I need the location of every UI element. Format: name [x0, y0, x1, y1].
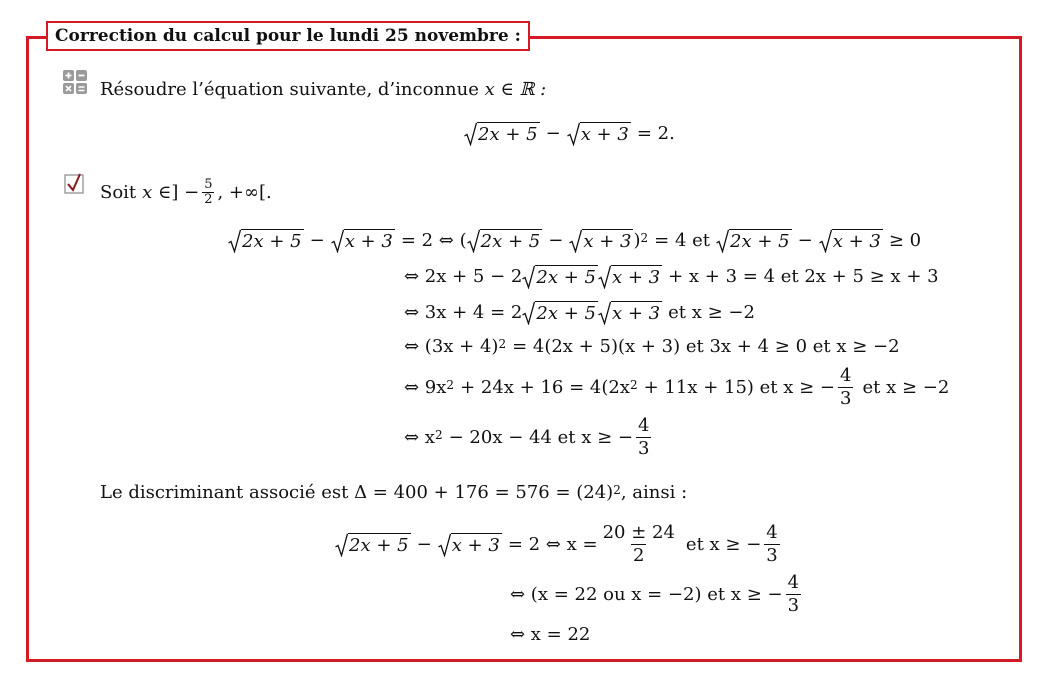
section-title: Correction du calcul pour le lundi 25 novembre : — [46, 21, 530, 51]
solution-line-6: ⇔ x $^2$ − 20x − 44 et x ≥ − $\frac{4}{3}$ — [404, 415, 650, 459]
solution-intro: Soit x ∈ ] − $\frac{5}{2}$ , +∞[. — [100, 177, 272, 207]
calculator-icon — [62, 69, 88, 95]
discriminant-line: Le discriminant associé est Δ = 400 + 176 = 576 = (24) $^2$ , ainsi : — [100, 482, 688, 503]
final-line-2: ⇔ (x = 22 ou x = −2) et x ≥ − $\frac{4}{3}$ — [510, 572, 800, 616]
solution-line-5: ⇔ 9x $^2$ + 24x + 16 = 4(2x $^2$ + 11x + 15) et x ≥ − $\frac{4}{3}$ et x ≥ −2 — [404, 365, 950, 409]
solution-line-2: ⇔ 2x + 5 − 2 2x + 5 x + 3 + x + 3 = 4 et 2x + 5 ≥ x + 3 — [404, 266, 939, 288]
solution-line-1: 2x + 5 − x + 3 = 2 ⇔ ( 2x + 5 − x + 3 ) $^2$ = 4 et 2x + 5 − x + 3 ≥ 0 — [228, 229, 921, 253]
checkbox-check-icon — [64, 171, 86, 195]
final-line-1: 2x + 5 − x + 3 = 2 ⇔ x = $\frac{20 \pm 24}{2}$ et x ≥ − $\frac{4}{3}$ — [335, 522, 783, 567]
final-line-3: ⇔ x = 22 — [510, 624, 591, 645]
exercise-equation: 2x + 5 − x + 3 = 2. — [464, 122, 675, 146]
solution-line-4: ⇔ (3x + 4) $^2$ = 4(2x + 5)(x + 3) et 3x + 4 ≥ 0 et x ≥ −2 — [404, 336, 900, 357]
solution-line-3: ⇔ 3x + 4 = 2 2x + 5 x + 3 et x ≥ −2 — [404, 302, 755, 324]
exercise-statement: Résoudre l’équation suivante, d’inconnue x ∈ ℝ : — [100, 79, 547, 100]
